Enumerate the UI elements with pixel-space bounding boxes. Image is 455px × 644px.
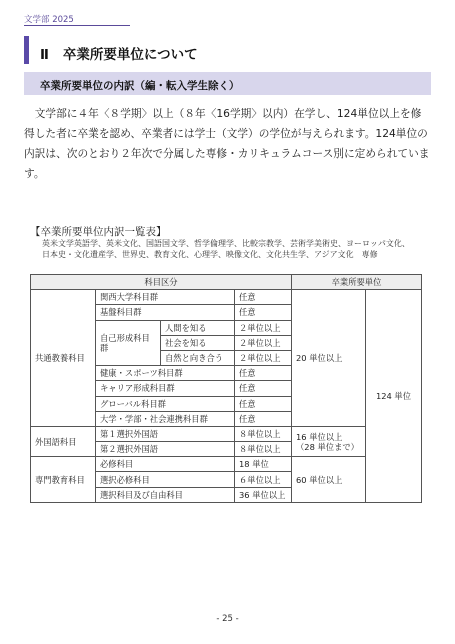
table-row [31,426,422,441]
row-req: 任意 [235,290,292,305]
subtotal-foreign-line1: 16 単位以上 [296,431,343,442]
row-req: ２単位以上 [235,350,292,365]
row-name: 健康・スポーツ科目群 [96,366,235,381]
row-req: 任意 [235,305,292,320]
section-title [40,43,198,63]
row-req: ２単位以上 [235,335,292,350]
header-label: 文学部 2025 [24,15,74,25]
row-name: 選択科目及び自由科目 [96,487,235,502]
table-caption: 【卒業所要単位内訳一覧表】 [30,226,167,238]
row-name: 社会を知る [161,335,235,350]
total-units: 124 単位 [366,290,422,503]
row-name: 大学・学部・社会連携科目群 [96,411,235,426]
row-req: 36 単位以上 [235,487,292,502]
row-req: 任意 [235,366,292,381]
row-req: ６単位以上 [235,472,292,487]
self-formation-group: 自己形成科目群 [96,320,161,366]
row-name: 関西大学科目群 [96,290,235,305]
section-accent-bar [24,36,29,64]
row-req: 任意 [235,411,292,426]
header-units: 卒業所要単位 [292,275,422,290]
subtotal-common: 20 単位以上 [292,290,366,427]
row-req: ８単位以上 [235,442,292,457]
row-req: 18 単位 [235,457,292,472]
group-common: 共通教養科目 [31,290,96,427]
row-name: 第２選択外国語 [96,442,235,457]
row-name: キャリア形成科目群 [96,381,235,396]
page-number: - 25 - [216,614,239,624]
table-note: 英米文学英語学、英米文化、国語国文学、哲学倫理学、比較宗教学、芸術学美術史、ヨーロッパ文化、日本史・文化遺産学、世界史、教育文化、心理学、映像文化、文化共生学、アジア文化 専修 [42,239,410,259]
subtotal-foreign [292,426,366,456]
row-req: 任意 [235,396,292,411]
row-name: 自然と向き合う [161,350,235,365]
header-rule [24,25,130,26]
subsection-title: 卒業所要単位の内訳（編・転入学生除く） [40,80,240,92]
row-name: 第１選択外国語 [96,426,235,441]
row-name: 基盤科目群 [96,305,235,320]
table-row [31,290,422,305]
section-title-text: 卒業所要単位について [62,47,198,63]
row-req: ２単位以上 [235,320,292,335]
body-paragraph: 文学部に４年〈８学期〉以上（８年〈16学期〉以内）在学し、124単位以上を修得した者に卒業を認め、卒業者には学士（文学）の学位が与えられます。124単位の内訳は、次のとおり２年次で分属した専修・カリキュラムコース別に定められています。 [24,107,430,180]
credit-table [30,274,422,503]
section-number: Ⅱ [40,47,49,63]
row-req: 任意 [235,381,292,396]
table-row [31,457,422,472]
table-header-row [31,275,422,290]
row-name: 選択必修科目 [96,472,235,487]
row-name: 必修科目 [96,457,235,472]
row-req: ８単位以上 [235,426,292,441]
group-foreign: 外国語科目 [31,426,96,456]
subtotal-major: 60 単位以上 [292,457,366,503]
group-major: 専門教育科目 [31,457,96,503]
row-name: 人間を知る [161,320,235,335]
row-name: グローバル科目群 [96,396,235,411]
subtotal-foreign-line2: （28 単位まで） [296,441,359,452]
header-category: 科目区分 [31,275,292,290]
